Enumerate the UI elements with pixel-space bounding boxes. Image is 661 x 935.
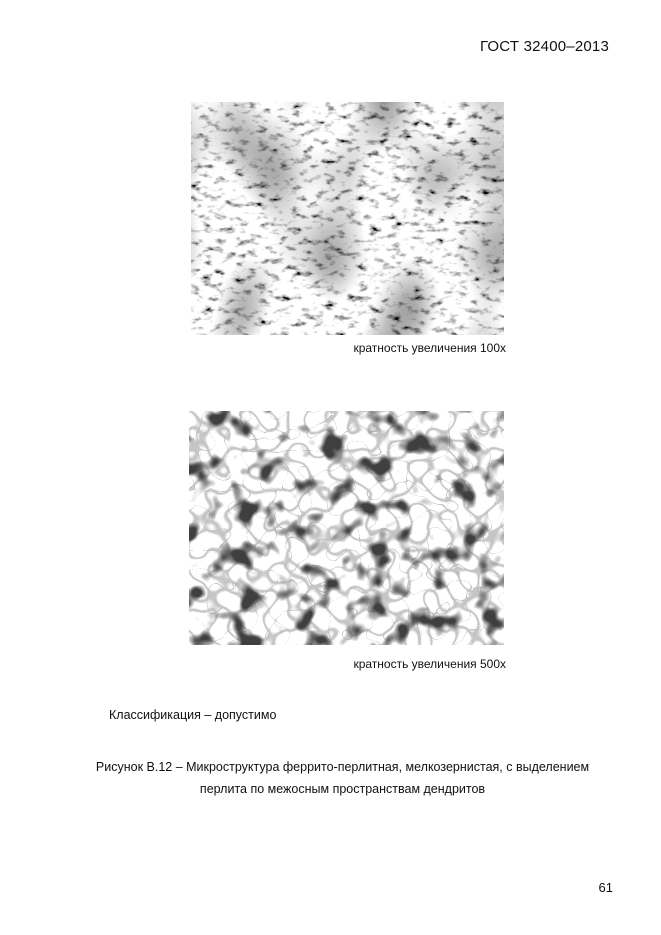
figure-caption-100x: кратность увеличения 100х <box>353 341 506 355</box>
document-header: ГОСТ 32400–2013 <box>479 38 609 55</box>
micrograph-100x <box>191 102 504 335</box>
figure-caption-500x: кратность увеличения 500х <box>353 657 506 671</box>
page-number: 61 <box>598 880 613 895</box>
classification-text: Классификация – допустимо <box>109 708 277 722</box>
figure-title-line-2: перлита по межосным пространствам дендритов <box>199 782 486 796</box>
figure-title-line-1: Рисунок В.12 – Микроструктура феррито-перлитная, мелкозернистая, с выделением <box>95 760 590 774</box>
figure-title <box>70 756 615 800</box>
micrograph-500x <box>189 411 504 645</box>
